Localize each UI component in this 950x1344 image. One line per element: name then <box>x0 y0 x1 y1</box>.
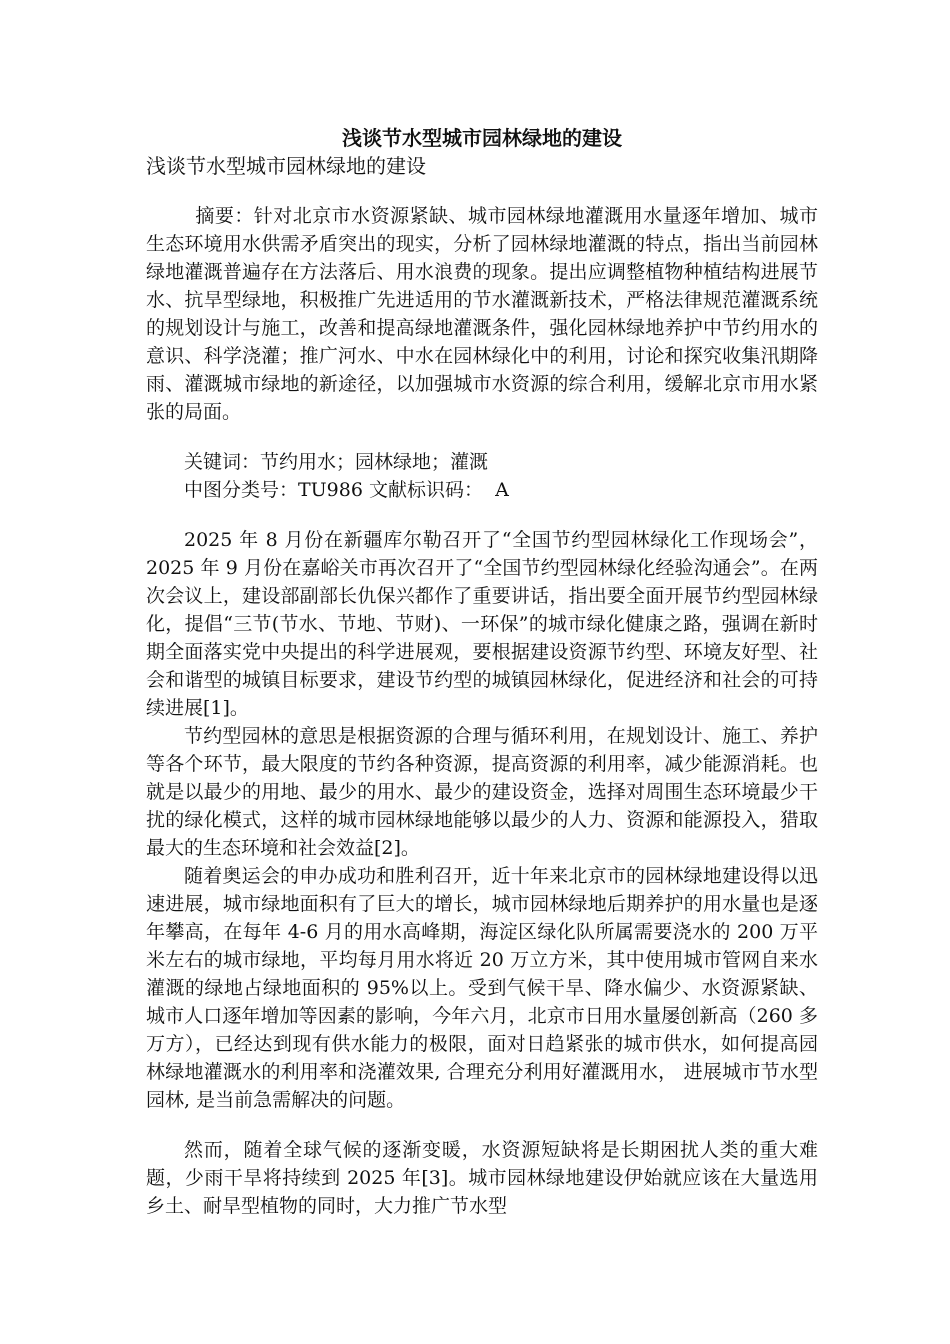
abstract-paragraph: 摘要：针对北京市水资源紧缺、城市园林绿地灌溉用水量逐年增加、城市生态环境用水供需矛盾突出的现实，分析了园林绿地灌溉的特点，指出当前园林绿地灌溉普遍存在方法落后、用水浪费的现象。提出应调整植物种植结构进展节水、抗旱型绿地，积极推广先进适用的节水灌溉新技术，严格法律规范灌溉系统的规划设计与施工，改善和提高绿地灌溉条件，强化园林绿地养护中节约用水的意识、科学浇灌；推广河水、中水在园林绿化中的利用，讨论和探究收集汛期降雨、灌溉城市绿地的新途径，以加强城市水资源的综合利用，缓解北京市用水紧张的局面。 <box>146 205 818 423</box>
keywords-line: 关键词：节约用水；园林绿地；灌溉 <box>184 451 489 473</box>
document-page <box>146 124 818 1220</box>
body-paragraph-3: 随着奥运会的申办成功和胜利召开，近十年来北京市的园林绿地建设得以迅速进展，城市绿地面积有了巨大的增长，城市园林绿地后期养护的用水量也是逐年攀高，在每年 4-6 月的用水高峰期，海淀区绿化队所属需要浇水的 200 万平米左右的城市绿地，平均每月用水将近 20 万立方米，其中使用城市管网自来水灌溉的绿地占绿地面积的 95%以上。受到气候干旱、降水偏少、水资源紧缺、城市人口逐年增加等因素的影响，今年六月，北京市日用水量屡创新高（260 多万方），已经达到现有供水能力的极限，面对日趋紧张的城市供水，如何提高园林绿地灌溉水的利用率和浇灌效果, 合理充分利用好灌溉用水， 进展城市节水型园林, 是当前急需解决的问题。 <box>146 865 818 1111</box>
body-paragraph-2: 节约型园林的意思是根据资源的合理与循环利用，在规划设计、施工、养护等各个环节，最大限度的节约各种资源，提高资源的利用率，减少能源消耗。也就是以最少的用地、最少的用水、最少的建设资金，选择对周围生态环境最少干扰的绿化模式，这样的城市园林绿地能够以最少的人力、资源和能源投入，猎取最大的生态环境和社会效益[2]。 <box>146 725 818 859</box>
document-subtitle: 浅谈节水型城市园林绿地的建设 <box>146 154 426 178</box>
keywords-block <box>146 448 818 504</box>
body-paragraph-1: 2025 年 8 月份在新疆库尔勒召开了“全国节约型园林绿化工作现场会”，2025 年 9 月份在嘉峪关市再次召开了“全国节约型园林绿化经验沟通会”。在两次会议上，建设部副部长仇保兴都作了重要讲话，指出要全面开展节约型园林绿化，提倡“三节(节水、节地、节财)、一环保”的城市绿化健康之路，强调在新时期全面落实党中央提出的科学进展观，要根据建设资源节约型、环境友好型、社会和谐型的城镇目标要求，建设节约型的城镇园林绿化，促进经济和社会的可持续进展[1]。 <box>146 529 818 719</box>
body-paragraph-4: 然而，随着全球气候的逐渐变暖，水资源短缺将是长期困扰人类的重大难题，少雨干旱将持续到 2025 年[3]。城市园林绿地建设伊始就应该在大量选用乡土、耐旱型植物的同时，大力推广节水型 <box>146 1139 818 1217</box>
document-title: 浅谈节水型城市园林绿地的建设 <box>342 126 622 150</box>
classification-line: 中图分类号：TU986 文献标识码： A <box>184 479 509 501</box>
